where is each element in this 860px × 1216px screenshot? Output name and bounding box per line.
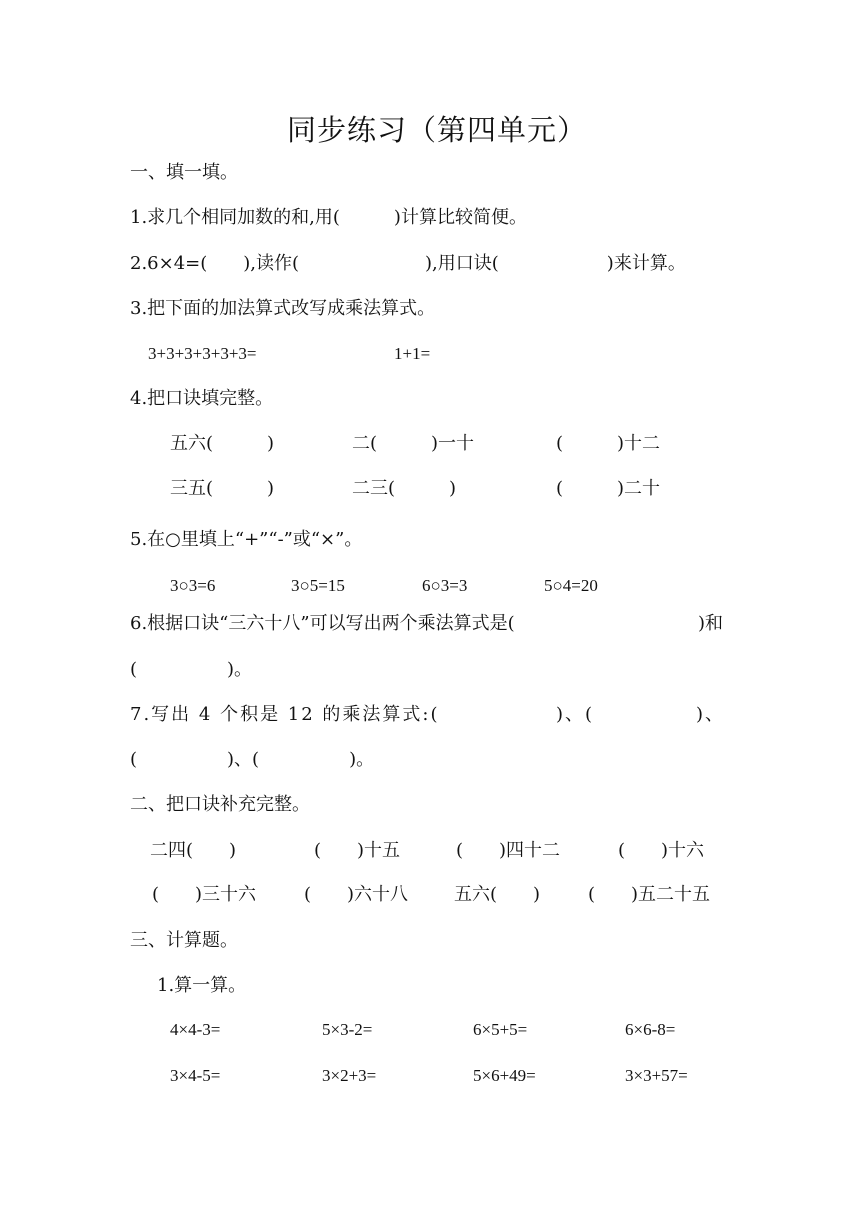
question-5-item-2: 3○5=15 <box>291 576 345 595</box>
question-7-line-1: 7.写出 4 个积是 12 的乘法算式:( <box>130 704 440 725</box>
calc-r1-c3: 6×5+5= <box>473 1020 528 1039</box>
question-4-r2-c2: 二三( ) <box>352 478 457 499</box>
question-7-line-1-mid: )、( <box>556 704 595 725</box>
calc-r2-c2: 3×2+3= <box>322 1066 377 1085</box>
question-5-item-1: 3○3=6 <box>170 576 216 595</box>
question-6-line-1: 6.根据口诀“三六十八”可以写出两个乘法算式是( <box>130 613 515 634</box>
question-5-item-4: 5○4=20 <box>544 576 598 595</box>
rhyme-r1-c3: ( )四十二 <box>456 840 561 861</box>
question-4-r1-c2: 二( )一十 <box>352 433 475 454</box>
question-3-item-2: 1+1= <box>394 344 431 363</box>
calc-r1-c2: 5×3-2= <box>322 1020 373 1039</box>
question-3: 3.把下面的加法算式改写成乘法算式。 <box>130 298 436 319</box>
rhyme-r2-c3: 五六( ) <box>454 884 541 905</box>
question-3-item-1: 3+3+3+3+3+3= <box>148 344 257 363</box>
page-title: 同步练习（第四单元） <box>287 113 588 147</box>
section-heading-complete-rhymes: 二、把口诀补充完整。 <box>130 794 310 815</box>
question-4-r1-c3: ( )十二 <box>556 433 661 454</box>
section-heading-calculation: 三、计算题。 <box>130 930 238 951</box>
question-6-line-1-end: )和 <box>698 613 724 634</box>
question-6-line-2: ( )。 <box>130 659 253 680</box>
rhyme-r1-c1: 二四( ) <box>150 840 237 861</box>
calc-r2-c1: 3×4-5= <box>170 1066 221 1085</box>
rhyme-r1-c2: ( )十五 <box>314 840 401 861</box>
question-4-r2-c1: 三五( ) <box>170 478 275 499</box>
question-4-r2-c3: ( )二十 <box>556 478 661 499</box>
calc-r2-c4: 3×3+57= <box>625 1066 688 1085</box>
calc-r1-c1: 4×4-3= <box>170 1020 221 1039</box>
rhyme-r2-c2: ( )六十八 <box>304 884 409 905</box>
question-1: 1.求几个相同加数的和,用( )计算比较简便。 <box>130 207 527 228</box>
calc-r1-c4: 6×6-8= <box>625 1020 676 1039</box>
question-5-item-3: 6○3=3 <box>422 576 468 595</box>
calc-subheading: 1.算一算。 <box>157 975 247 996</box>
question-2: 2.6×4=( ),读作( ),用口诀( )来计算。 <box>130 253 686 274</box>
question-4-r1-c1: 五六( ) <box>170 433 275 454</box>
calc-r2-c3: 5×6+49= <box>473 1066 536 1085</box>
rhyme-r1-c4: ( )十六 <box>618 840 705 861</box>
question-7-line-1-end: )、 <box>696 704 726 725</box>
question-5: 5.在○里填上“+”“-”或“×”。 <box>130 529 363 550</box>
rhyme-r2-c4: ( )五二十五 <box>588 884 711 905</box>
section-heading-fill-in: 一、填一填。 <box>130 162 238 183</box>
question-4: 4.把口诀填完整。 <box>130 388 274 409</box>
rhyme-r2-c1: ( )三十六 <box>152 884 257 905</box>
question-7-line-2: ( )、( )。 <box>130 749 375 770</box>
